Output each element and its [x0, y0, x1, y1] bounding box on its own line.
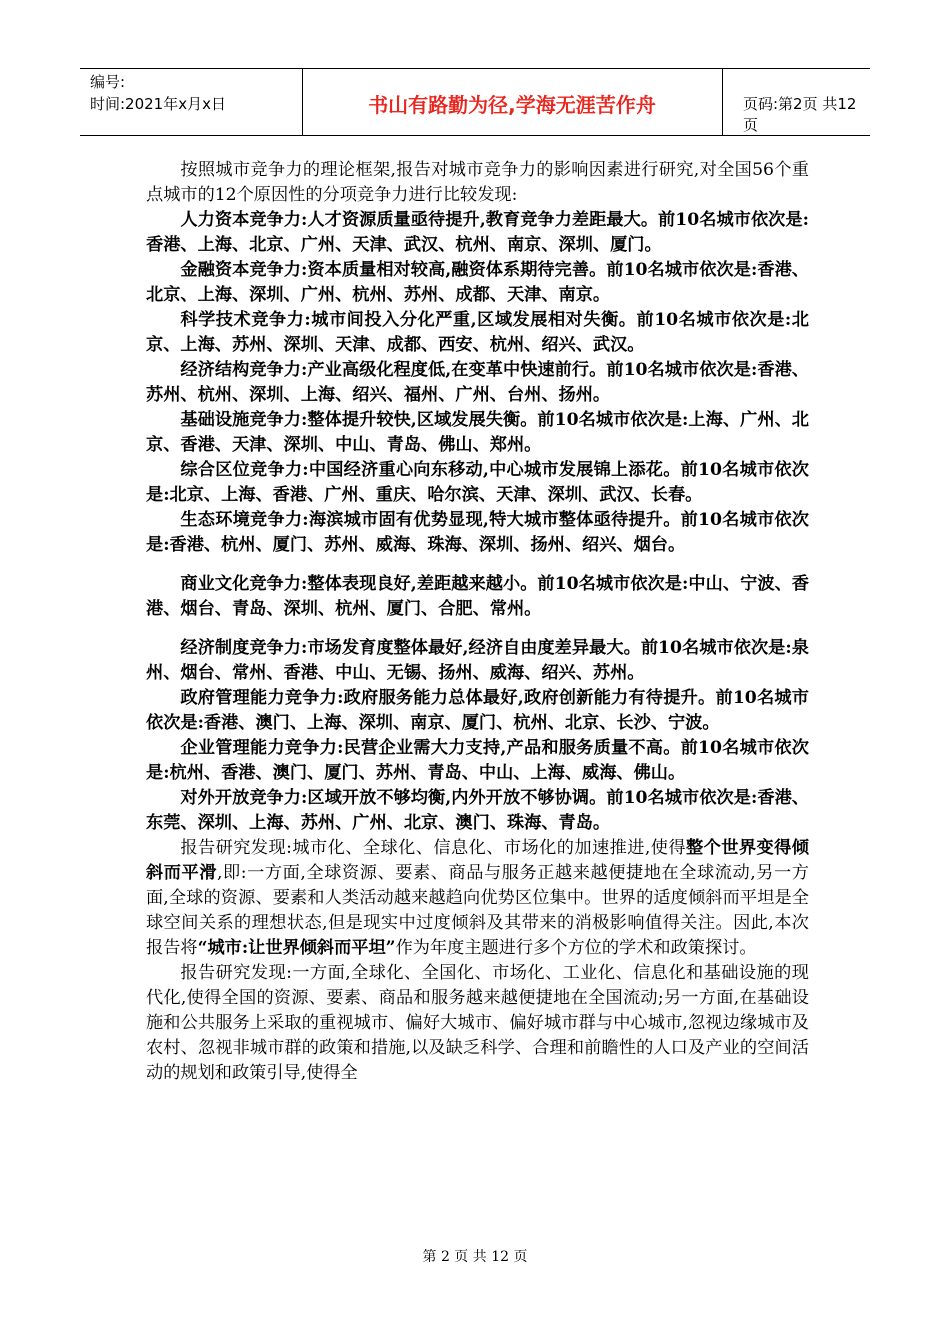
- finding-human-capital: 人力资本竞争力:人才资源质量亟待提升,教育竞争力差距最大。前10名城市依次是:香港、上海、北京、广州、天津、武汉、杭州、南京、深圳、厦门。: [146, 210, 809, 255]
- header-motto: 书山有路勤为径,学海无涯苦作舟: [368, 93, 656, 117]
- finding-openness: 对外开放竞争力:区域开放不够均衡,内外开放不够协调。前10名城市依次是:香港、东莞、深圳、上海、苏州、广州、北京、澳门、珠海、青岛。: [146, 788, 809, 833]
- finding-infrastructure: 基础设施竞争力:整体提升较快,区域发展失衡。前10名城市依次是:上海、广州、北京、香港、天津、深圳、中山、青岛、佛山、郑州。: [146, 410, 809, 455]
- finding-financial-capital: 金融资本竞争力:资本质量相对较高,融资体系期待完善。前10名城市依次是:香港、北京、上海、深圳、广州、杭州、苏州、成都、天津、南京。: [146, 260, 809, 305]
- finding-business-culture: 商业文化竞争力:整体表现良好,差距越来越小。前10名城市依次是:中山、宁波、香港、烟台、青岛、深圳、杭州、厦门、合肥、常州。: [146, 574, 809, 619]
- finding-text: 作为年度主题进行多个方位的学术和政策探讨。: [395, 938, 757, 958]
- finding-text: 报告研究发现:城市化、全球化、信息化、市场化的加速推进,使得: [180, 838, 687, 858]
- report-finding-paragraph: [146, 836, 809, 961]
- finding-economic-system: 经济制度竞争力:市场发育度整体最好,经济自由度差异最大。前10名城市依次是:泉州、烟台、常州、香港、中山、无锡、扬州、威海、绍兴、苏州。: [146, 638, 809, 683]
- page-footer: 第 2 页 共 12 页: [422, 1249, 528, 1265]
- finding-enterprise: 企业管理能力竞争力:民营企业需大力支持,产品和服务质量不高。前10名城市依次是:杭州、香港、澳门、厦门、苏州、青岛、中山、上海、威海、佛山。: [146, 738, 809, 783]
- finding-government: 政府管理能力竞争力:政府服务能力总体最好,政府创新能力有待提升。前10名城市依次是:香港、澳门、上海、深圳、南京、厦门、杭州、北京、长沙、宁波。: [146, 688, 809, 733]
- report-finding-paragraph-2: 报告研究发现:一方面,全球化、全国化、市场化、工业化、信息化和基础设施的现代化,使得全国的资源、要素、商品和服务越来越便捷地在全国流动;另一方面,在基础设施和公共服务上采取的重视城市、偏好大城市、偏好城市群与中心城市,忽视边缘城市及农村、忽视非城市群的政策和措施,以及缺乏科学、合理和前瞻性的人口及产业的空间活动的规划和政策引导,使得全: [146, 963, 809, 1083]
- finding-emphasis: 整个世界变得倾斜而平滑: [146, 838, 809, 883]
- header-divider: [722, 69, 723, 136]
- document-body: [146, 158, 809, 1086]
- annual-theme: “城市:让世界倾斜而平坦”: [197, 938, 396, 958]
- header-meta: [90, 71, 226, 115]
- intro-paragraph: 按照城市竞争力的理论框架,报告对城市竞争力的影响因素进行研究,对全国56个重点城市的12个原因性的分项竞争力进行比较发现:: [146, 160, 809, 205]
- finding-location: 综合区位竞争力:中国经济重心向东移动,中心城市发展锦上添花。前10名城市依次是:北京、上海、香港、广州、重庆、哈尔滨、天津、深圳、武汉、长春。: [146, 460, 809, 505]
- finding-ecology: 生态环境竞争力:海滨城市固有优势显现,特大城市整体亟待提升。前10名城市依次是:香港、杭州、厦门、苏州、威海、珠海、深圳、扬州、绍兴、烟台。: [146, 510, 809, 555]
- finding-text: ,即:一方面,全球资源、要素、商品与服务正越来越便捷地在全球流动,另一方面,全球的资源、要素和人类活动越来越趋向优势区位集中。世界的适度倾斜而平坦是全球空间关系的理想状态,但是现实中过度倾斜及其带来的消极影响值得关注。因此,本次报告将: [146, 863, 809, 958]
- finding-economic-structure: 经济结构竞争力:产业高级化程度低,在变革中快速前行。前10名城市依次是:香港、苏州、杭州、深圳、上海、绍兴、福州、广州、台州、扬州。: [146, 360, 809, 405]
- document-date-label: 时间:2021年x月x日: [90, 95, 226, 113]
- page-header: [80, 68, 870, 136]
- finding-science-technology: 科学技术竞争力:城市间投入分化严重,区域发展相对失衡。前10名城市依次是:北京、上海、苏州、深圳、天津、成都、西安、杭州、绍兴、武汉。: [146, 310, 809, 355]
- document-number-label: 编号:: [90, 73, 126, 91]
- header-page-info: 页码:第2页 共12页: [743, 95, 857, 134]
